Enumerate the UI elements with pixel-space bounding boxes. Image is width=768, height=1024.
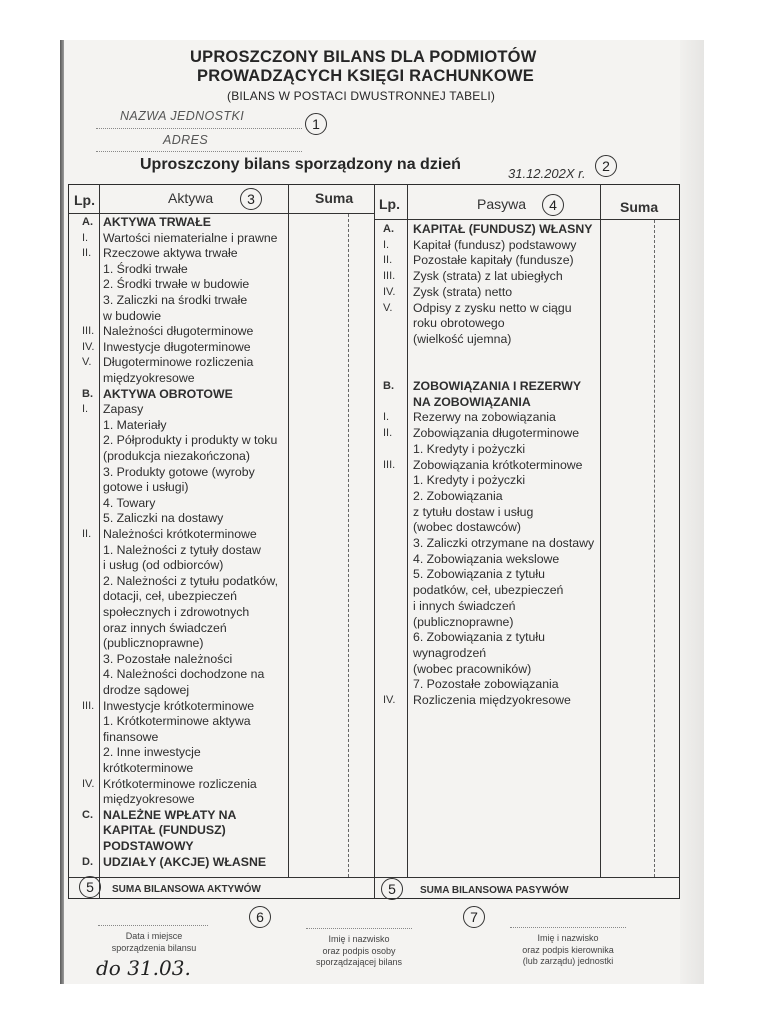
- row-label: Zobowiązania krótkoterminowe: [413, 457, 583, 472]
- row-label: 4. Towary: [103, 495, 156, 510]
- balance-heading: Uproszczony bilans sporządzony na dzień: [140, 156, 461, 173]
- entity-name-label: NAZWA JEDNOSTKI: [120, 109, 245, 123]
- row-label: 7. Pozostałe zobowiązania: [413, 677, 559, 692]
- marker-5-liabilities: 5: [381, 878, 403, 900]
- marker-6: 6: [249, 906, 271, 928]
- row-lp: II.: [383, 427, 393, 440]
- row-label: Pozostałe kapitały (fundusze): [413, 253, 574, 268]
- marker-2: 2: [595, 155, 617, 177]
- totals-rule: [68, 877, 680, 878]
- row-label: 2. Półprodukty i produkty w toku: [103, 433, 278, 448]
- row-label: finansowe: [103, 729, 159, 744]
- row-label: 2. Inne inwestycje: [103, 745, 201, 760]
- row-label: Rozliczenia międzyokresowe: [413, 693, 571, 707]
- row-label: Zysk (strata) netto: [413, 284, 513, 299]
- row-label: gotowe i usługi): [103, 480, 189, 495]
- row-lp: I.: [82, 403, 89, 416]
- row-label: (publicznoprawne): [413, 614, 514, 629]
- row-label: (wielkość ujemna): [413, 331, 512, 346]
- row-label: 4. Należności dochodzone na: [103, 667, 265, 682]
- row-label: (produkcja niezakończona): [103, 449, 250, 463]
- date-place-line[interactable]: [98, 925, 208, 926]
- row-label: Kapitał (fundusz) podstawowy: [413, 237, 577, 252]
- row-label: (wobec dostawców): [413, 520, 521, 535]
- row-label: KAPITAŁ (FUNDUSZ) WŁASNY: [413, 222, 593, 236]
- row-label: Należności krótkoterminowe: [103, 527, 257, 541]
- sig-label-manager-l2: oraz podpis kierownika: [522, 944, 614, 955]
- row-label: 3. Zaliczki na środki trwałe: [103, 293, 248, 307]
- preparer-signature-line[interactable]: [306, 928, 412, 929]
- row-label: i usług (od odbiorców): [103, 558, 224, 573]
- title-line-1: UPROSZCZONY BILANS DLA PODMIOTÓW: [190, 48, 537, 66]
- row-label: 1. Kredyty i pożyczki: [413, 441, 526, 456]
- handwritten-deadline: do 31.03.: [96, 956, 191, 980]
- row-label: 4. Zobowiązania wekslowe: [413, 551, 560, 566]
- total-assets-label: SUMA BILANSOWA AKTYWÓW: [112, 884, 261, 895]
- row-label: krótkoterminowe: [103, 761, 194, 775]
- row-lp: I.: [383, 411, 390, 424]
- row-label: Zobowiązania długoterminowe: [413, 426, 580, 441]
- marker-4: 4: [542, 194, 564, 216]
- row-lp: V.: [383, 301, 393, 314]
- marker-5-assets: 5: [79, 876, 101, 898]
- row-label: 2. Zobowiązania: [413, 488, 503, 503]
- sig-label-preparer-l3: sporządzającej bilans: [315, 957, 403, 967]
- row-label: podatków, ceł, ubezpieczeń: [413, 583, 564, 598]
- row-lp: IV.: [383, 694, 396, 706]
- row-lp: III.: [383, 458, 396, 471]
- row-label: Krótkoterminowe rozliczenia: [103, 776, 257, 791]
- sig-label-preparer-l2: oraz podpis osoby: [322, 945, 396, 956]
- sig-label-date-l2: sporządzenia bilansu: [111, 942, 197, 953]
- row-lp: II.: [82, 247, 92, 260]
- liab-sum-divider: [600, 184, 601, 877]
- row-label: 2. Środki trwałe w budowie: [103, 277, 250, 292]
- row-label: Długoterminowe rozliczenia: [103, 355, 254, 370]
- row-label: dotacji, ceł, ubezpieczeń: [103, 589, 237, 604]
- row-label: Rzeczowe aktywa trwałe: [103, 246, 238, 261]
- row-label: (wobec pracowników): [413, 661, 532, 676]
- row-lp: IV.: [82, 340, 95, 353]
- row-label: (publicznoprawne): [103, 636, 204, 651]
- row-lp: III.: [82, 325, 95, 338]
- manager-signature-line[interactable]: [510, 927, 626, 928]
- liab-header-rule: [374, 219, 680, 220]
- col-sum-left: Suma: [315, 190, 354, 206]
- entity-name-line[interactable]: [96, 128, 302, 129]
- row-label: 3. Produkty gotowe (wyroby: [103, 464, 255, 479]
- row-lp: IV.: [383, 285, 396, 298]
- row-label: PODSTAWOWY: [103, 839, 194, 853]
- liab-lp-divider: [407, 184, 408, 877]
- sig-label-date: [100, 931, 208, 954]
- row-lp: A.: [82, 216, 93, 228]
- assets-header-rule: [68, 213, 374, 214]
- row-lp: III.: [82, 699, 95, 712]
- sig-label-date-l1: Data i miejsce: [125, 931, 183, 941]
- row-label: Inwestycje krótkoterminowe: [103, 698, 255, 713]
- address-line[interactable]: [96, 151, 302, 152]
- row-lp: IV.: [82, 777, 95, 790]
- row-label: 6. Zobowiązania z tytułu: [413, 630, 545, 645]
- row-lp: V.: [82, 356, 92, 369]
- row-label: i innych świadczeń: [413, 598, 516, 613]
- row-label: 3. Zaliczki otrzymane na dostawy: [413, 536, 595, 550]
- row-label: Należności długoterminowe: [103, 324, 254, 339]
- row-label: 1. Należności z tytuły dostaw: [103, 542, 261, 557]
- row-label: międzyokresowe: [103, 371, 195, 385]
- row-label: 1. Materiały: [103, 417, 167, 432]
- row-label: UDZIAŁY (AKCJE) WŁASNE: [103, 854, 267, 869]
- row-label: 1. Kredyty i pożyczki: [413, 473, 526, 488]
- row-label: Rezerwy na zobowiązania: [413, 410, 556, 425]
- row-label: Zysk (strata) z lat ubiegłych: [413, 269, 563, 284]
- row-label: oraz innych świadczeń: [103, 620, 227, 635]
- col-assets: Aktywa: [168, 190, 214, 206]
- assets-lp-divider: [99, 184, 100, 899]
- marker-3: 3: [240, 188, 262, 210]
- row-lp: II.: [82, 528, 92, 540]
- address-label: ADRES: [163, 133, 209, 147]
- row-label: Wartości niematerialne i prawne: [103, 230, 278, 245]
- row-label: 2. Należności z tytułu podatków,: [103, 573, 278, 588]
- row-label: AKTYWA TRWAŁE: [103, 215, 211, 229]
- row-lp: II.: [383, 254, 393, 267]
- sig-label-manager: [508, 933, 628, 968]
- marker-7: 7: [463, 906, 485, 928]
- row-lp: I.: [82, 231, 89, 244]
- row-label: 5. Zaliczki na dostawy: [103, 511, 224, 526]
- sig-label-manager-l1: Imię i nazwisko: [537, 933, 599, 943]
- row-label: roku obrotowego: [413, 316, 505, 331]
- row-lp: D.: [82, 855, 93, 868]
- assets-sum-divider: [288, 184, 289, 877]
- assets-sum-dashed: [348, 214, 349, 877]
- sig-label-preparer-l1: Imię i nazwisko: [328, 934, 390, 944]
- row-label: Zapasy: [103, 402, 144, 417]
- row-label: KAPITAŁ (FUNDUSZ): [103, 823, 226, 838]
- row-label: 1. Krótkoterminowe aktywa: [103, 714, 251, 729]
- row-label: międzyokresowe: [103, 792, 195, 807]
- row-lp: I.: [383, 238, 390, 251]
- row-label: AKTYWA OBROTOWE: [103, 386, 233, 401]
- row-label: Odpisy z zysku netto w ciągu: [413, 300, 572, 315]
- title-line-3: (BILANS W POSTACI DWUSTRONNEJ TABELI): [227, 89, 496, 103]
- balance-date: 31.12.202X r.: [508, 166, 586, 181]
- total-liabilities-label: SUMA BILANSOWA PASYWÓW: [420, 885, 569, 896]
- row-lp: A.: [383, 223, 394, 235]
- col-liabilities: Pasywa: [477, 196, 527, 212]
- row-label: NALEŻNE WPŁATY NA: [103, 807, 237, 822]
- row-label: NA ZOBOWIĄZANIA: [413, 394, 531, 409]
- row-label: 1. Środki trwałe: [103, 261, 188, 276]
- row-label: ZOBOWIĄZANIA I REZERWY: [413, 379, 582, 393]
- row-label: 5. Zobowiązania z tytułu: [413, 567, 545, 582]
- sig-label-manager-l3: (lub zarządu) jednostki: [522, 956, 614, 966]
- liab-sum-dashed: [654, 220, 655, 877]
- marker-1: 1: [305, 113, 327, 135]
- col-sum-right: Suma: [620, 199, 659, 215]
- row-lp: B.: [383, 380, 394, 392]
- col-lp-right: Lp.: [379, 196, 400, 212]
- row-label: Inwestycje długoterminowe: [103, 339, 251, 354]
- row-label: drodze sądowej: [103, 683, 190, 697]
- col-lp-left: Lp.: [74, 192, 95, 208]
- row-lp: III.: [383, 270, 396, 283]
- row-label: z tytułu dostaw i usług: [413, 504, 534, 519]
- row-label: 3. Pozostałe należności: [103, 651, 233, 666]
- page-right-shade: [680, 40, 704, 984]
- center-divider: [374, 184, 375, 899]
- sig-label-preparer: [303, 934, 415, 969]
- row-lp: B.: [82, 387, 93, 400]
- title-line-2: PROWADZĄCYCH KSIĘGI RACHUNKOWE: [197, 67, 534, 85]
- row-lp: C.: [82, 808, 93, 821]
- row-label: wynagrodzeń: [413, 645, 487, 660]
- row-label: w budowie: [103, 308, 162, 323]
- row-label: społecznych i zdrowotnych: [103, 605, 250, 619]
